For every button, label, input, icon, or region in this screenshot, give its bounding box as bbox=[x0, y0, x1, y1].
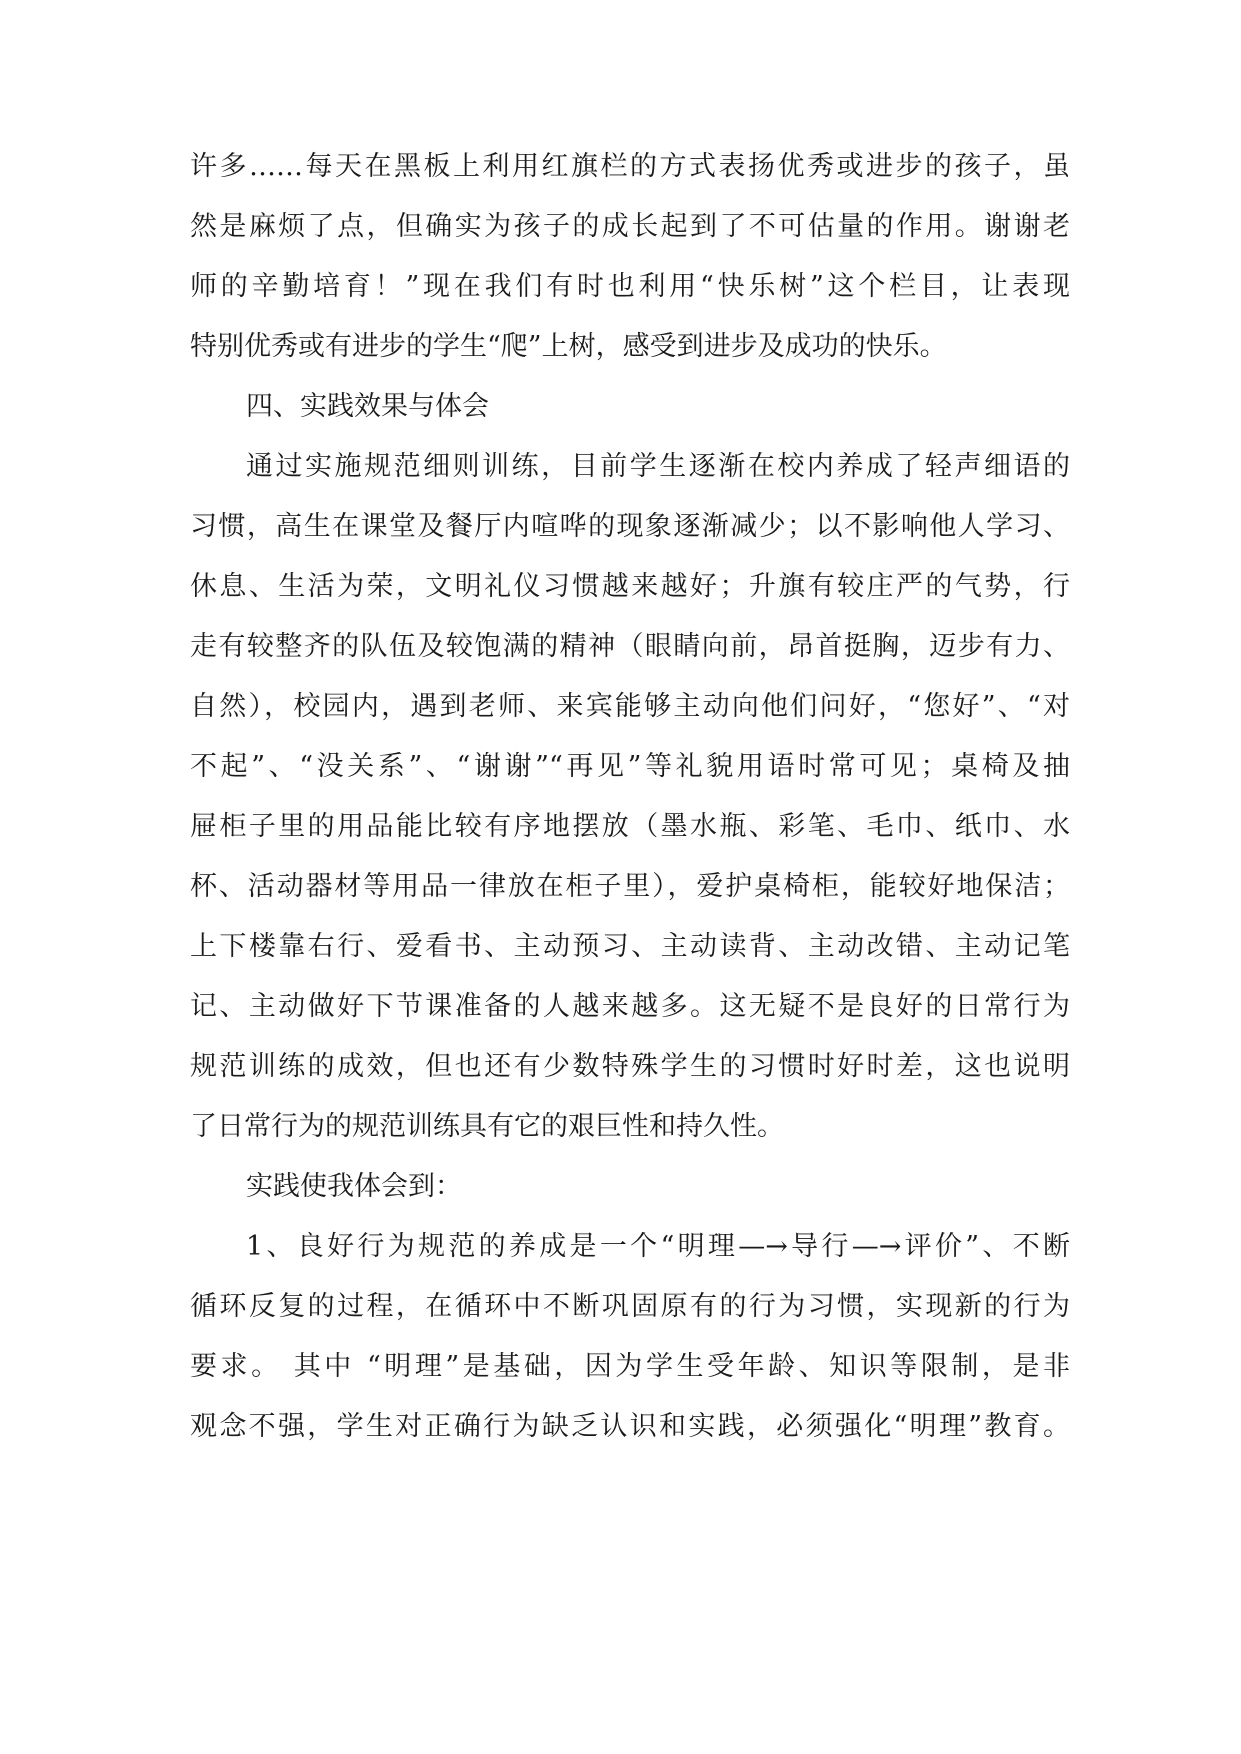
paragraph-line: 走有较整齐的队伍及较饱满的精神（眼睛向前，昂首挺胸，迈步有力、 bbox=[190, 631, 1070, 662]
paragraph-line: 休息、生活为荣，文明礼仪习惯越来越好；升旗有较庄严的气势，行 bbox=[190, 571, 1070, 602]
paragraph-line: 循环反复的过程，在循环中不断巩固原有的行为习惯，实现新的行为 bbox=[190, 1291, 1070, 1322]
paragraph-line: 1、良好行为规范的养成是一个“明理—→导行—→评价”、不断 bbox=[246, 1231, 1070, 1262]
paragraph-line: 不起”、“没关系”、“谢谢”“再见”等礼貌用语时常可见；桌椅及抽 bbox=[190, 751, 1070, 782]
paragraph-line: 实践使我体会到： bbox=[246, 1171, 462, 1202]
paragraph-line: 师的辛勤培育！”现在我们有时也利用“快乐树”这个栏目，让表现 bbox=[190, 271, 1070, 302]
paragraph-line: 杯、活动器材等用品一律放在柜子里），爱护桌椅柜，能较好地保洁； bbox=[190, 871, 1070, 902]
paragraph-line: 习惯，高生在课堂及餐厅内喧哗的现象逐渐减少；以不影响他人学习、 bbox=[190, 511, 1070, 542]
paragraph-line: 要求。 其中 “明理”是基础，因为学生受年龄、知识等限制，是非 bbox=[190, 1351, 1070, 1382]
paragraph-line: 然是麻烦了点，但确实为孩子的成长起到了不可估量的作用。谢谢老 bbox=[190, 211, 1070, 242]
paragraph-line: 观念不强，学生对正确行为缺乏认识和实践，必须强化“明理”教育。 bbox=[190, 1411, 1070, 1442]
paragraph-line: 特别优秀或有进步的学生“爬”上树，感受到进步及成功的快乐。 bbox=[190, 331, 947, 362]
paragraph-line: 许多……每天在黑板上利用红旗栏的方式表扬优秀或进步的孩子，虽 bbox=[190, 151, 1070, 182]
paragraph-line: 通过实施规范细则训练，目前学生逐渐在校内养成了轻声细语的 bbox=[246, 451, 1070, 482]
paragraph-line: 了日常行为的规范训练具有它的艰巨性和持久性。 bbox=[190, 1111, 784, 1142]
paragraph-line: 自然），校园内，遇到老师、来宾能够主动向他们问好，“您好”、“对 bbox=[190, 691, 1070, 722]
section-heading: 四、实践效果与体会 bbox=[246, 391, 489, 422]
paragraph-line: 规范训练的成效，但也还有少数特殊学生的习惯时好时差，这也说明 bbox=[190, 1051, 1070, 1082]
paragraph-line: 上下楼靠右行、爱看书、主动预习、主动读背、主动改错、主动记笔 bbox=[190, 931, 1070, 962]
paragraph-line: 记、主动做好下节课准备的人越来越多。这无疑不是良好的日常行为 bbox=[190, 991, 1070, 1022]
paragraph-line: 屉柜子里的用品能比较有序地摆放（墨水瓶、彩笔、毛巾、纸巾、水 bbox=[190, 811, 1070, 842]
